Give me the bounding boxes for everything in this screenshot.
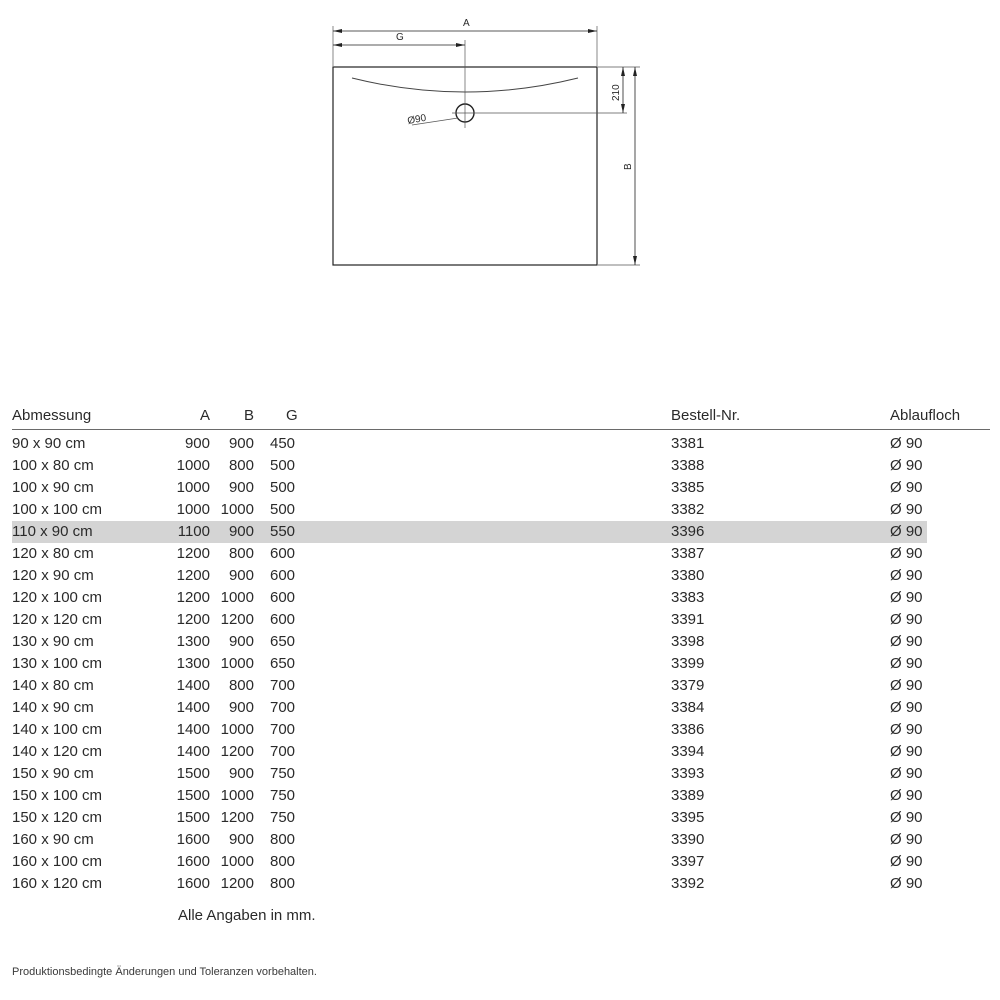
table-row: [0, 785, 990, 807]
cell-g: 600: [270, 567, 296, 584]
cell-g: 600: [270, 611, 296, 628]
cell-b: 1000: [220, 853, 254, 870]
cell-order-no: 3386: [671, 721, 705, 738]
table-row: [0, 433, 990, 455]
cell-drain: Ø 90: [890, 457, 923, 474]
cell-b: 1000: [220, 721, 254, 738]
cell-size: 100 x 90 cm: [12, 479, 94, 496]
cell-order-no: 3388: [671, 457, 705, 474]
units-note: Alle Angaben in mm.: [178, 907, 316, 924]
cell-g: 500: [270, 457, 296, 474]
cell-b: 1200: [220, 611, 254, 628]
table-row: [0, 829, 990, 851]
cell-b: 800: [228, 677, 254, 694]
cell-g: 800: [270, 853, 296, 870]
cell-drain: Ø 90: [890, 545, 923, 562]
cell-order-no: 3395: [671, 809, 705, 826]
cell-order-no: 3380: [671, 567, 705, 584]
cell-drain: Ø 90: [890, 721, 923, 738]
cell-size: 120 x 120 cm: [12, 611, 103, 628]
cell-a: 1500: [176, 809, 210, 826]
table-row: [0, 565, 990, 587]
table-row: [0, 631, 990, 653]
cell-b: 1200: [220, 875, 254, 892]
cell-a: 1400: [176, 699, 210, 716]
cell-g: 700: [270, 743, 296, 760]
disclaimer-note: Produktionsbedingte Änderungen und Toleranzen vorbehalten.: [12, 966, 317, 978]
dim-label-a: A: [463, 18, 470, 29]
cell-a: 1200: [176, 567, 210, 584]
cell-drain: Ø 90: [890, 765, 923, 782]
cell-a: 1000: [176, 479, 210, 496]
cell-a: 1200: [176, 589, 210, 606]
cell-size: 150 x 90 cm: [12, 765, 94, 782]
cell-b: 900: [228, 699, 254, 716]
cell-a: 1200: [176, 545, 210, 562]
cell-order-no: 3392: [671, 875, 705, 892]
cell-g: 700: [270, 677, 296, 694]
cell-b: 900: [228, 831, 254, 848]
cell-drain: Ø 90: [890, 743, 923, 760]
cell-g: 750: [270, 765, 296, 782]
cell-order-no: 3396: [671, 523, 705, 540]
cell-order-no: 3381: [671, 435, 705, 452]
cell-g: 500: [270, 501, 296, 518]
cell-a: 1300: [176, 633, 210, 650]
cell-order-no: 3383: [671, 589, 705, 606]
cell-order-no: 3387: [671, 545, 705, 562]
dim-label-b: B: [623, 163, 634, 170]
header-order-no: Bestell-Nr.: [671, 407, 741, 424]
cell-size: 130 x 90 cm: [12, 633, 94, 650]
table-row: [0, 807, 990, 829]
cell-drain: Ø 90: [890, 523, 923, 540]
cell-g: 800: [270, 831, 296, 848]
table-row: [0, 851, 990, 873]
cell-g: 750: [270, 787, 296, 804]
cell-size: 120 x 90 cm: [12, 567, 94, 584]
cell-order-no: 3390: [671, 831, 705, 848]
cell-a: 1500: [176, 787, 210, 804]
cell-size: 140 x 100 cm: [12, 721, 103, 738]
cell-b: 900: [228, 479, 254, 496]
cell-a: 1600: [176, 875, 210, 892]
cell-b: 800: [228, 457, 254, 474]
cell-drain: Ø 90: [890, 677, 923, 694]
cell-g: 600: [270, 589, 296, 606]
table-row: [0, 499, 990, 521]
cell-g: 700: [270, 721, 296, 738]
cell-b: 1000: [220, 589, 254, 606]
cell-order-no: 3398: [671, 633, 705, 650]
table-row: [0, 741, 990, 763]
dim-label-g: G: [396, 32, 404, 43]
table-row: [0, 477, 990, 499]
table-row: [0, 455, 990, 477]
cell-b: 900: [228, 523, 254, 540]
dim-g-arrow-left: [333, 43, 342, 47]
header-size: Abmessung: [12, 407, 92, 424]
cell-size: 140 x 80 cm: [12, 677, 94, 694]
header-g: G: [286, 407, 298, 424]
header-a: A: [199, 407, 210, 424]
cell-b: 900: [228, 633, 254, 650]
cell-order-no: 3379: [671, 677, 705, 694]
cell-g: 650: [270, 655, 296, 672]
cell-g: 450: [270, 435, 296, 452]
cell-size: 150 x 100 cm: [12, 787, 103, 804]
table-row: [0, 675, 990, 697]
cell-drain: Ø 90: [890, 567, 923, 584]
table-row: [0, 653, 990, 675]
cell-g: 650: [270, 633, 296, 650]
cell-size: 140 x 90 cm: [12, 699, 94, 716]
cell-g: 750: [270, 809, 296, 826]
cell-drain: Ø 90: [890, 435, 923, 452]
cell-drain: Ø 90: [890, 853, 923, 870]
cell-drain: Ø 90: [890, 479, 923, 496]
cell-size: 120 x 80 cm: [12, 545, 94, 562]
cell-drain: Ø 90: [890, 875, 923, 892]
cell-b: 900: [228, 567, 254, 584]
cell-g: 550: [270, 523, 296, 540]
cell-a: 1400: [176, 743, 210, 760]
cell-order-no: 3385: [671, 479, 705, 496]
cell-size: 130 x 100 cm: [12, 655, 103, 672]
cell-order-no: 3382: [671, 501, 705, 518]
table-row: [12, 521, 927, 543]
cell-drain: Ø 90: [890, 809, 923, 826]
cell-g: 600: [270, 545, 296, 562]
header-divider: [12, 429, 990, 430]
cell-size: 140 x 120 cm: [12, 743, 103, 760]
dim-210-arrow-bottom: [621, 104, 625, 113]
cell-b: 900: [228, 765, 254, 782]
cell-b: 1000: [220, 655, 254, 672]
cell-a: 1600: [176, 853, 210, 870]
table-row: [0, 697, 990, 719]
header-drain: Ablaufloch: [890, 407, 961, 424]
cell-size: 110 x 90 cm: [12, 523, 93, 540]
cell-size: 100 x 100 cm: [12, 501, 103, 518]
cell-size: 150 x 120 cm: [12, 809, 103, 826]
table-row: [0, 763, 990, 785]
cell-size: 100 x 80 cm: [12, 457, 94, 474]
cell-b: 1000: [220, 787, 254, 804]
header-b: B: [243, 407, 254, 424]
cell-g: 500: [270, 479, 296, 496]
dim-b-arrow-top: [633, 67, 637, 76]
dim-g-arrow-right: [456, 43, 465, 47]
cell-b: 800: [228, 545, 254, 562]
table-row: [0, 719, 990, 741]
cell-g: 700: [270, 699, 296, 716]
cell-order-no: 3391: [671, 611, 705, 628]
cell-b: 1200: [220, 743, 254, 760]
cell-b: 1200: [220, 809, 254, 826]
cell-b: 1000: [220, 501, 254, 518]
dim-b-arrow-bottom: [633, 256, 637, 265]
cell-a: 1200: [176, 611, 210, 628]
cell-drain: Ø 90: [890, 501, 923, 518]
cell-a: 900: [184, 435, 210, 452]
cell-b: 900: [228, 435, 254, 452]
cell-drain: Ø 90: [890, 787, 923, 804]
table-row: [0, 587, 990, 609]
cell-a: 1000: [176, 457, 210, 474]
cell-order-no: 3384: [671, 699, 705, 716]
table-row: [0, 543, 990, 565]
dim-label-210: 210: [611, 84, 622, 101]
cell-a: 1400: [176, 677, 210, 694]
cell-a: 1400: [176, 721, 210, 738]
dim-a-arrow-right: [588, 29, 597, 33]
cell-order-no: 3389: [671, 787, 705, 804]
cell-size: 120 x 100 cm: [12, 589, 103, 606]
cell-drain: Ø 90: [890, 831, 923, 848]
table-row: [0, 873, 990, 895]
table-row: [0, 609, 990, 631]
cell-order-no: 3393: [671, 765, 705, 782]
cell-drain: Ø 90: [890, 633, 923, 650]
cell-drain: Ø 90: [890, 655, 923, 672]
cell-a: 1600: [176, 831, 210, 848]
cell-size: 160 x 120 cm: [12, 875, 103, 892]
cell-size: 160 x 100 cm: [12, 853, 103, 870]
cell-order-no: 3394: [671, 743, 705, 760]
cell-a: 1100: [177, 523, 210, 540]
cell-a: 1000: [176, 501, 210, 518]
cell-size: 160 x 90 cm: [12, 831, 94, 848]
cell-order-no: 3397: [671, 853, 705, 870]
technical-drawing: [0, 0, 1000, 300]
diameter-label: Ø90: [406, 112, 428, 127]
cell-order-no: 3399: [671, 655, 705, 672]
dim-a-arrow-left: [333, 29, 342, 33]
cell-a: 1500: [176, 765, 210, 782]
table-header: [0, 405, 990, 429]
table-body: [0, 433, 990, 895]
cell-drain: Ø 90: [890, 589, 923, 606]
cell-drain: Ø 90: [890, 699, 923, 716]
cell-size: 90 x 90 cm: [12, 435, 86, 452]
cell-g: 800: [270, 875, 296, 892]
dim-210-arrow-top: [621, 67, 625, 76]
cell-a: 1300: [176, 655, 210, 672]
cell-drain: Ø 90: [890, 611, 923, 628]
